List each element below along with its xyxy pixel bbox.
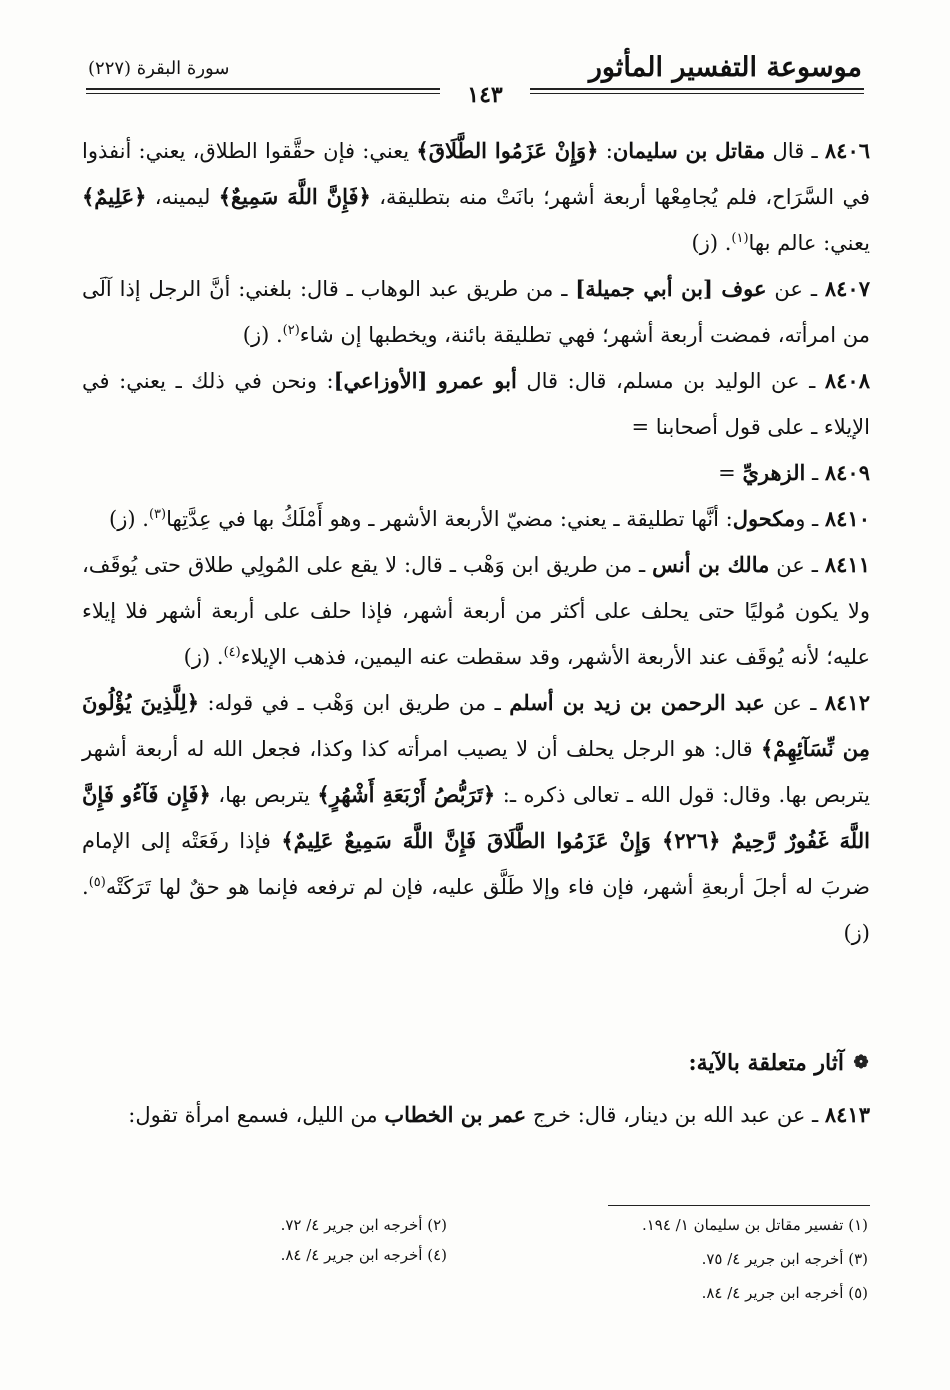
entry-text: ـ عن عبد الله بن دينار، قال: خرج <box>526 1103 825 1127</box>
entry-text: ليمينه، <box>146 185 219 209</box>
entry-number: ٨٤٠٦ <box>824 138 871 163</box>
footnote-ref[interactable]: (٢) <box>282 323 300 338</box>
entry-text: . (ز) <box>242 323 283 347</box>
entry-number: ٨٤٠٧ <box>824 276 870 301</box>
entry-text: ـ من طريق عبد الوهاب ـ قال: بلغني: أنَّ الرجل إذا آلَى من امرأته، فمضت أربعة أشهر؛ فهي تطليقة بائنة، ويخطبها إن شاء <box>82 277 870 347</box>
footnote-ref[interactable]: (١) <box>731 231 749 246</box>
entry-text: يعني: عالم بها <box>748 231 870 255</box>
quran-quote: ﴿لِلَّذِينَ يُؤْلُونَ مِن نِّسَآئِهِمْ﴾ <box>82 690 870 761</box>
entry-text: = <box>718 461 743 485</box>
main-text <box>82 128 870 956</box>
entry-8412 <box>82 680 870 956</box>
entry-text: يعني: فإن حقَّقوا الطلاق، يعني: أنفذوا في السَّرَاح، فلم يُجامِعْها أربعة أشهر؛ بانَتْ منه بتطليقة، <box>82 139 870 209</box>
footnote-ref[interactable]: (٣) <box>148 507 167 522</box>
narrator-name: مالك بن أنس <box>652 552 770 577</box>
footnote-separator <box>608 1205 870 1206</box>
entry-number: ٨٤٠٨ <box>824 368 870 393</box>
section-title: آثار متعلقة بالآية: <box>688 1050 844 1076</box>
entry-text: قال: هو الرجل يحلف أن لا يصيب امرأته كذا وكذا، فجعل الله له أربعة أشهر يتربص بها. وقال: قول الله ـ تعالى ذكره ـ: <box>82 737 870 807</box>
entry-number: ٨٤١٣ <box>824 1102 870 1127</box>
entry-number: ٨٤١٠ <box>824 506 870 531</box>
entry-text: . (ز) <box>109 507 149 531</box>
entry-text: : <box>598 139 613 163</box>
entry-text: ـ عن <box>764 691 825 715</box>
entry-text: ـ عن <box>766 277 825 301</box>
footnote-2: (٢) أخرجه ابن جرير ٤/ ٧٢. <box>280 1216 447 1234</box>
narrator-name: عوف [بن أبي جميلة] <box>575 276 767 301</box>
entry-8409 <box>82 450 870 496</box>
entry-text: فإذا رفَعَتْه إلى الإمام ضربَ له أجلَ أربعةِ أشهر، فإن فاء وإلا طَلَّق عليه، فإن لم ترفعه فإنما هو حقٌ لها تَرَكَتْه <box>82 829 870 899</box>
entry-text: . (ز) <box>183 645 224 669</box>
quran-quote: ﴿وَإِنْ عَزَمُوا الطَّلَاقَ﴾ <box>416 138 599 163</box>
entry-8408 <box>82 358 870 450</box>
page-number: ١٤٣ <box>440 82 530 108</box>
footnote-1: (١) تفسير مقاتل بن سليمان ١/ ١٩٤. <box>641 1216 868 1234</box>
entry-text: ـ عن الوليد بن مسلم، قال: قال <box>516 369 825 393</box>
entry-text: ـ و <box>795 507 825 531</box>
narrator-name: أبو عمرو [الأوزاعي] <box>333 368 517 393</box>
entry-text: ـ <box>805 461 825 485</box>
surah-label: سورة البقرة (٢٢٧) <box>88 58 230 79</box>
entry-8406 <box>82 128 870 266</box>
footnote-4: (٤) أخرجه ابن جرير ٤/ ٨٤. <box>280 1246 447 1264</box>
entry-8410 <box>82 496 870 542</box>
entry-text: : ونحن في ذلك ـ يعني: في الإيلاء ـ على قول أصحابنا = <box>82 369 870 439</box>
entry-8413 <box>82 1092 870 1138</box>
footnote-ref[interactable]: (٥) <box>88 875 106 890</box>
entry-text: . (ز) <box>82 875 870 945</box>
quran-quote: ﴿تَرَبُّصُ أَرْبَعَةِ أَشْهُرٍ﴾ <box>317 782 496 807</box>
narrator-name: عمر بن الخطاب <box>384 1102 527 1127</box>
quran-quote: ﴿عَلِيمٌ﴾ <box>82 184 147 209</box>
section-heading <box>688 1050 870 1076</box>
narrator-name: مقاتل بن سليمان <box>612 138 766 163</box>
quran-quote: ﴿فَإِن فَآءُو فَإِنَّ اللَّهَ غَفُورٌ رَّحِيمٌ ﴿٢٢٦﴾ وَإِنْ عَزَمُوا الطَّلَاقَ فَإِنَّ اللَّهَ سَمِيعٌ عَلِيمٌ﴾ <box>82 782 870 853</box>
entry-number: ٨٤١٢ <box>824 690 870 715</box>
entry-text: : أنَّها تطليقة ـ يعني: مضيّ الأربعة الأشهر ـ وهو أَمْلَكُ بها في عِدَّتِها <box>166 507 733 531</box>
entry-8407 <box>82 266 870 358</box>
rosette-icon: ❁ <box>853 1052 869 1073</box>
entry-text: ـ من طريق ابن وَهْب ـ قال: لا يقع على المُولِي طلاق حتى يُوقَف، ولا يكون مُوليًا حتى يحلف على أكثر من أربعة أشهر، فإذا حلف على أربعة أشهر فلا إيلاء عليه؛ لأنه يُوقَف عند الأربعة الأشهر، وقد سقطت عنه اليمين، فذهب الإيلاء <box>82 553 870 669</box>
main-text-continued <box>82 1092 870 1138</box>
entry-number: ٨٤١١ <box>824 552 870 577</box>
book-title: موسوعة التفسير المأثور <box>588 52 862 83</box>
entry-text: يتربص بها، <box>210 783 318 807</box>
footnote-ref[interactable]: (٤) <box>223 645 241 660</box>
narrator-name: عبد الرحمن بن زيد بن أسلم <box>509 690 765 715</box>
narrator-name: الزهريِّ <box>742 460 806 485</box>
footnote-5: (٥) أخرجه ابن جرير ٤/ ٨٤. <box>701 1284 868 1302</box>
entry-text: . (ز) <box>691 231 732 255</box>
entry-number: ٨٤٠٩ <box>824 460 870 485</box>
footnote-3: (٣) أخرجه ابن جرير ٤/ ٧٥. <box>701 1250 868 1268</box>
narrator-name: مكحول <box>732 506 796 531</box>
entry-text: ـ قال <box>765 139 825 163</box>
entry-text: ـ عن <box>769 553 825 577</box>
quran-quote: ﴿فَإِنَّ اللَّهَ سَمِيعٌ﴾ <box>218 184 371 209</box>
entry-text: ـ من طريق ابن وَهْب ـ في قوله: <box>199 691 510 715</box>
entry-text: من الليل، فسمع امرأة تقول: <box>128 1103 385 1127</box>
entry-8411 <box>82 542 870 680</box>
